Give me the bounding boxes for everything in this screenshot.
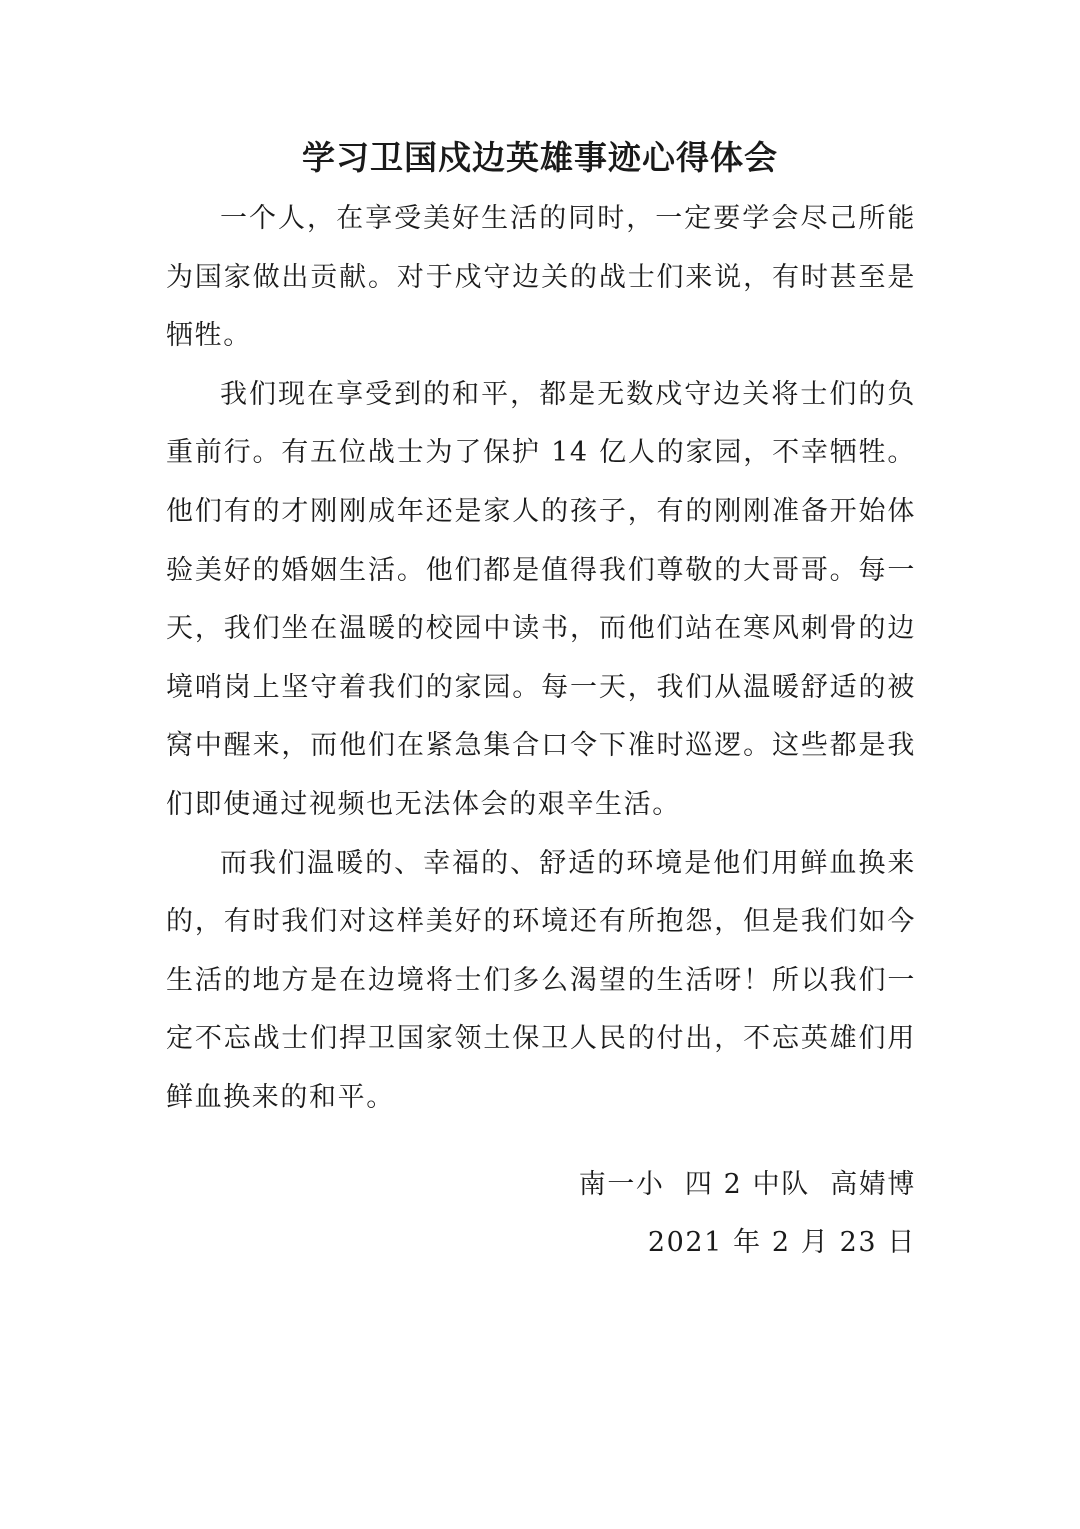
paragraph-3: 而我们温暖的、幸福的、舒适的环境是他们用鲜血换来的，有时我们对这样美好的环境还有所抱怨，但是我们如今生活的地方是在边境将士们多么渴望的生活呀！所以我们一定不忘战士们捍卫国家领土保卫人民的付出，不忘英雄们用鲜血换来的和平。 bbox=[166, 847, 916, 1113]
signature-block bbox=[416, 1156, 916, 1272]
paragraph-2: 我们现在享受到的和平，都是无数戍守边关将士们的负重前行。有五位战士为了保护 14 亿人的家园，不幸牺牲。他们有的才刚刚成年还是家人的孩子，有的刚刚准备开始体验美好的婚姻生活。他们都是值得我们尊敬的大哥哥。每一天，我们坐在温暖的校园中读书，而他们站在寒风刺骨的边境哨岗上坚守着我们的家园。每一天，我们从温暖舒适的被窝中醒来，而他们在紧急集合口令下准时巡逻。这些都是我们即使通过视频也无法体会的艰辛生活。 bbox=[166, 378, 916, 820]
date-line: 2021 年 2 月 23 日 bbox=[647, 1227, 916, 1258]
paragraph-1: 一个人，在享受美好生活的同时，一定要学会尽己所能为国家做出贡献。对于戍守边关的战士们来说，有时甚至是牺牲。 bbox=[166, 203, 916, 352]
document-title: 学习卫国戍边英雄事迹心得体会 bbox=[302, 138, 778, 177]
author-line: 南一小 四 2 中队 高婧博 bbox=[578, 1169, 916, 1200]
document-body bbox=[166, 190, 916, 1128]
